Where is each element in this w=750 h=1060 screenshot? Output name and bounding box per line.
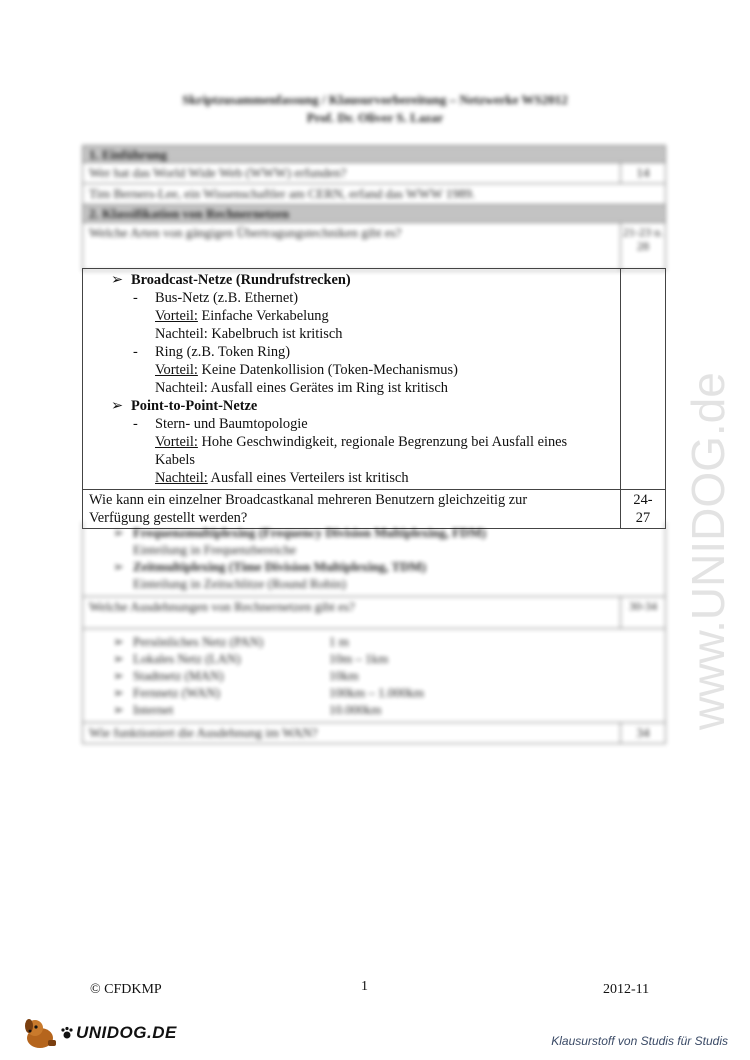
advantage-line: Vorteil: Hohe Geschwindigkeit, regionale Begrenzung bei Ausfall eines [155, 434, 568, 450]
question-text: Welche Arten von gängigen Übertragungstechniken gibt es? [83, 223, 621, 270]
question-row [82, 163, 666, 184]
page-ref: 21-23 u. 28 [623, 225, 663, 253]
answer-row: ➢ Frequenzmultiplexing (Frequency Division Multiplexing, FDM) Einteilung in Frequenzbereiche ➢ Zeitmultiplexing (Time Division Multiplexing, TDM) Einteilung in Zeitschlitze (Round Robin) [82, 522, 666, 597]
tagline: Klausurstoff von Studis für Studis [551, 1034, 728, 1048]
disadvantage-line: Nachteil: Kabelbruch ist kritisch [155, 326, 343, 342]
dog-icon [22, 1016, 58, 1050]
list-item: ➢ Broadcast-Netze (Rundrufstrecken) [111, 272, 351, 288]
footer-date: 2012-11 [603, 982, 650, 997]
section-header: 1. Einführung [82, 145, 666, 163]
question-text: Wie kann ein einzelner Broadcastkanal mehreren Benutzern gleichzeitig zur Verfügung gestellt werden? [83, 490, 621, 528]
disadvantage-line: Nachteil: Ausfall eines Verteilers ist kritisch [155, 470, 409, 486]
advantage-line: Vorteil: Keine Datenkollision (Token-Mechanismus) [155, 362, 458, 378]
footer-page-number: 1 [361, 979, 368, 994]
dash-bullet: - [133, 416, 138, 432]
question-row [82, 597, 666, 629]
question-text: Wie funktioniert die Ausdehnung im WAN? [83, 723, 621, 743]
list-item: - Stern- und Baumtopologie [133, 416, 308, 432]
arrow-icon: ➢ [111, 398, 124, 414]
blurred-bottom-table [82, 522, 666, 744]
page-column [620, 269, 621, 489]
section-header: 2. Klassifikation von Rechnernetzen [82, 205, 666, 223]
answer-row: Tim Berners-Lee, ein Wissenschaftler am CERN, erfand das WWW 1989. [82, 184, 666, 205]
disadvantage-line: Nachteil: Ausfall eines Gerätes im Ring ist kritisch [155, 380, 448, 396]
unidog-logo [22, 1015, 177, 1051]
advantage-line-continued: Kabels [155, 452, 195, 468]
page-ref: 24- 27 [633, 492, 653, 526]
answer-section [82, 268, 666, 529]
document-title: Skriptzusammenfassung / Klausurvorbereitung – Netzwerke WS2012 [182, 92, 568, 107]
question-text: Welche Ausdehnungen von Rechnernetzen gibt es? [83, 597, 621, 628]
list-item: - Bus-Netz (z.B. Ethernet) [133, 290, 299, 306]
logo-text: UNIDOG.DE [76, 1023, 177, 1042]
dash-bullet: - [133, 344, 138, 360]
watermark-text: www.UNIDOG.de [682, 372, 734, 730]
footer-copyright: © CFDKMP [90, 982, 162, 997]
network-list: ➢ Persönliches Netz (PAN) 1 m ➢ Lokales Netz (LAN) 10m – 1km ➢ Stadtnetz (MAN) 10km ➢ Fernnetz (WAN) 100km – 1.000km ➢ Internet 10.000km [82, 629, 666, 723]
question-text: Wer hat das World Wide Web (WWW) erfunden? [83, 163, 621, 183]
watermark [664, 280, 748, 740]
document-author: Prof. Dr. Oliver S. Lazar [306, 110, 444, 125]
advantage-line: Vorteil: Einfache Verkabelung [155, 308, 329, 324]
question-row [82, 223, 666, 271]
arrow-icon: ➢ [111, 272, 124, 288]
list-item: - Ring (z.B. Token Ring) [133, 344, 291, 360]
paw-icon [60, 1026, 74, 1040]
blurred-top-table [82, 145, 666, 271]
page-ref: 34 [636, 725, 650, 740]
dash-bullet: - [133, 290, 138, 306]
list-item: ➢ Point-to-Point-Netze [111, 398, 258, 414]
question-row [82, 723, 666, 744]
page-ref: 14 [636, 165, 650, 180]
answer-box [82, 268, 666, 490]
page-ref: 30-34 [629, 599, 657, 613]
